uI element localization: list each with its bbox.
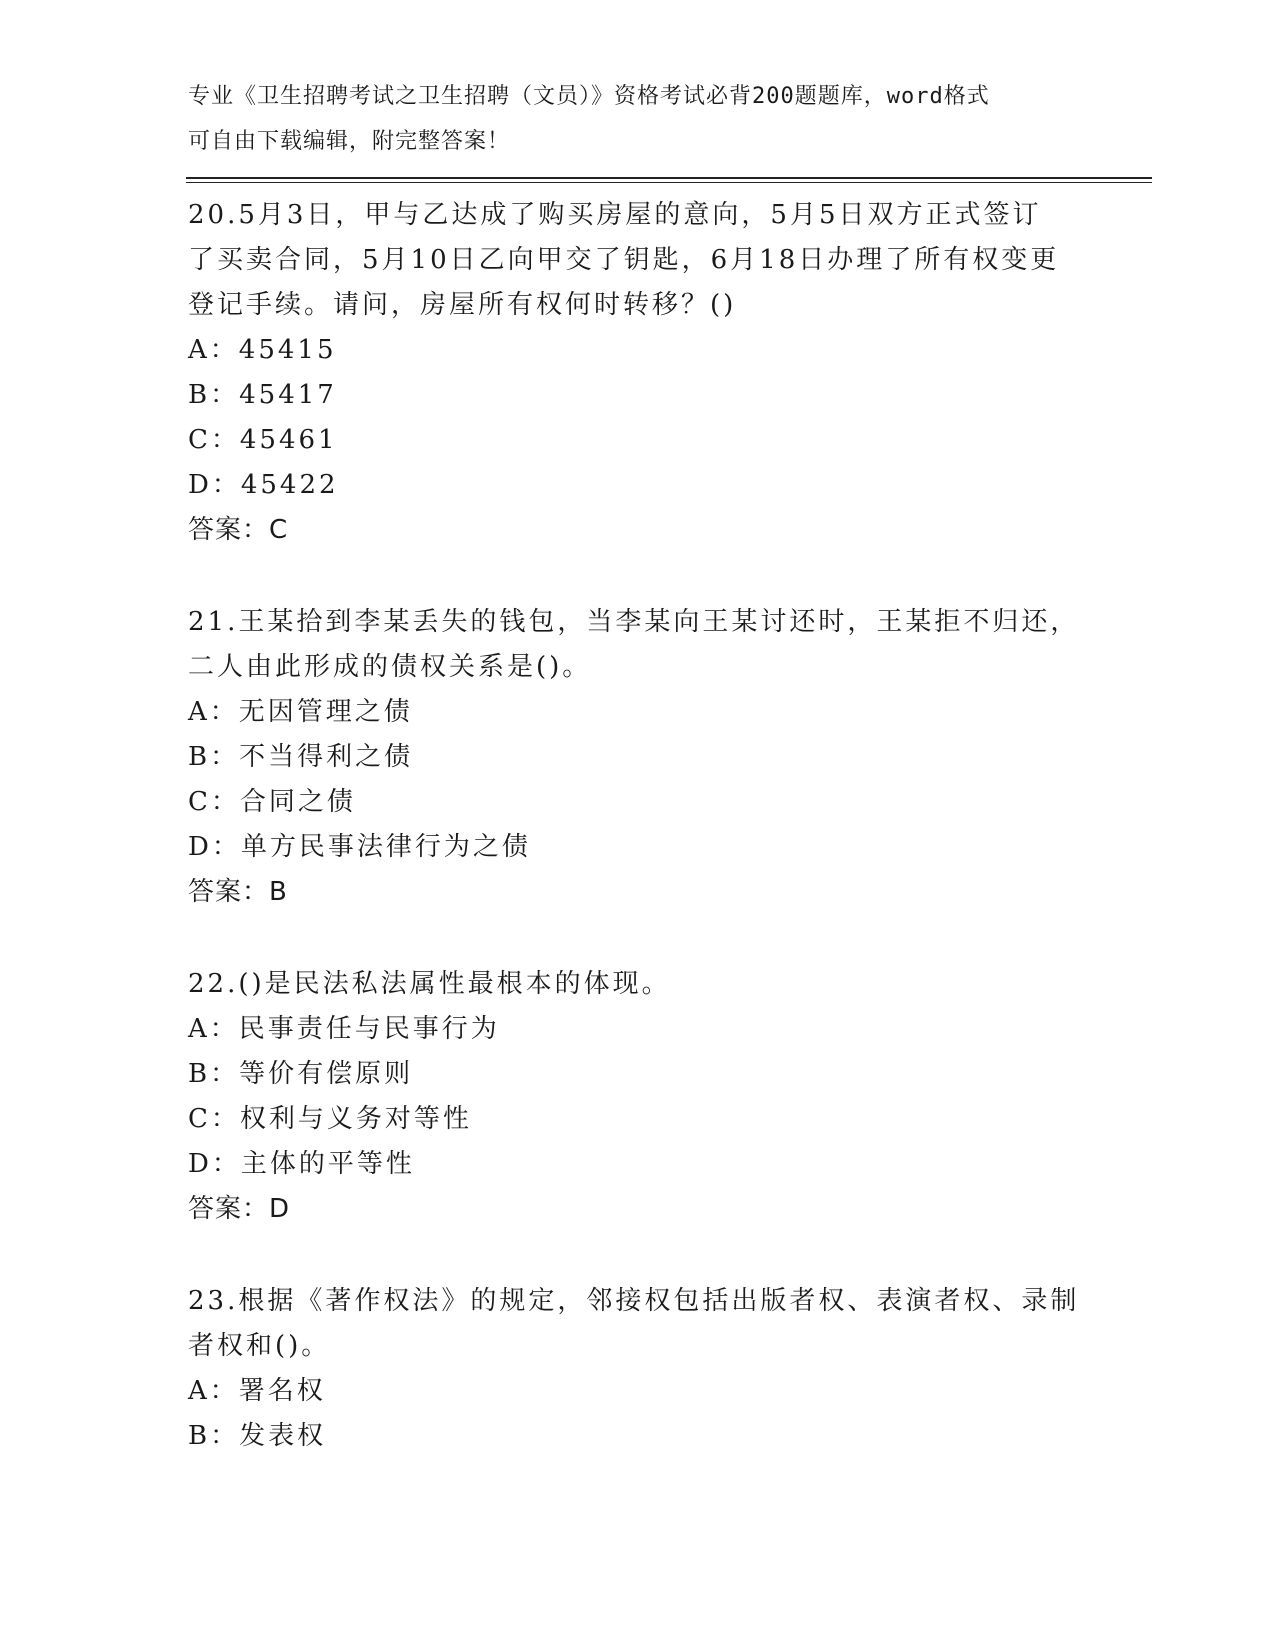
option-b: B：不当得利之债 (188, 742, 414, 772)
spacer (188, 553, 1088, 600)
question-text-line: 登记手续。请问，房屋所有权何时转移？() (188, 290, 737, 320)
spacer (188, 915, 1088, 962)
option-c: C：权利与义务对等性 (188, 1104, 472, 1134)
header-line-2: 可自由下载编辑，附完整答案！ (188, 129, 511, 154)
answer: 答案：D (188, 1194, 291, 1224)
question-text-line: 20.5月3日，甲与乙达成了购买房屋的意向，5月5日双方正式签订 (188, 200, 1042, 230)
question-text-line: 了买卖合同，5月10日乙向甲交了钥匙，6月18日办理了所有权变更 (188, 245, 1060, 275)
question-22 (188, 962, 1088, 1232)
option-a: A：署名权 (188, 1376, 326, 1406)
option-b: B：45417 (188, 380, 337, 410)
question-text-line: 二人由此形成的债权关系是()。 (188, 652, 592, 682)
option-c: C：45461 (188, 425, 338, 455)
option-a: A：无因管理之债 (188, 697, 413, 727)
spacer (188, 1232, 1088, 1279)
question-text-line: 23.根据《著作权法》的规定，邻接权包括出版者权、表演者权、录制 (188, 1286, 1080, 1316)
option-a: A：民事责任与民事行为 (188, 1014, 500, 1044)
question-20 (188, 193, 1088, 553)
option-b: B：等价有偿原则 (188, 1059, 414, 1089)
option-b: B：发表权 (188, 1421, 327, 1451)
question-list (188, 193, 1088, 1459)
question-23 (188, 1279, 1088, 1459)
option-c: C：合同之债 (188, 787, 356, 817)
question-text-line: 者权和()。 (188, 1331, 331, 1361)
header-divider (186, 177, 1152, 179)
question-text-line: 21.王某拾到李某丢失的钱包，当李某向王某讨还时，王某拒不归还， (188, 607, 1080, 637)
option-d: D：主体的平等性 (188, 1149, 415, 1179)
question-21 (188, 600, 1088, 915)
answer: 答案：C (188, 515, 289, 545)
option-d: D：单方民事法律行为之债 (188, 832, 531, 862)
header-line-1: 专业《卫生招聘考试之卫生招聘（文员）》资格考试必背200题题库，word格式 (188, 84, 990, 109)
document-header (188, 74, 1068, 164)
question-text-line: 22.()是民法私法属性最根本的体现。 (188, 969, 671, 999)
option-a: A：45415 (188, 335, 337, 365)
option-d: D：45422 (188, 470, 339, 500)
header-divider-thin (186, 182, 1152, 183)
answer: 答案：B (188, 877, 288, 907)
